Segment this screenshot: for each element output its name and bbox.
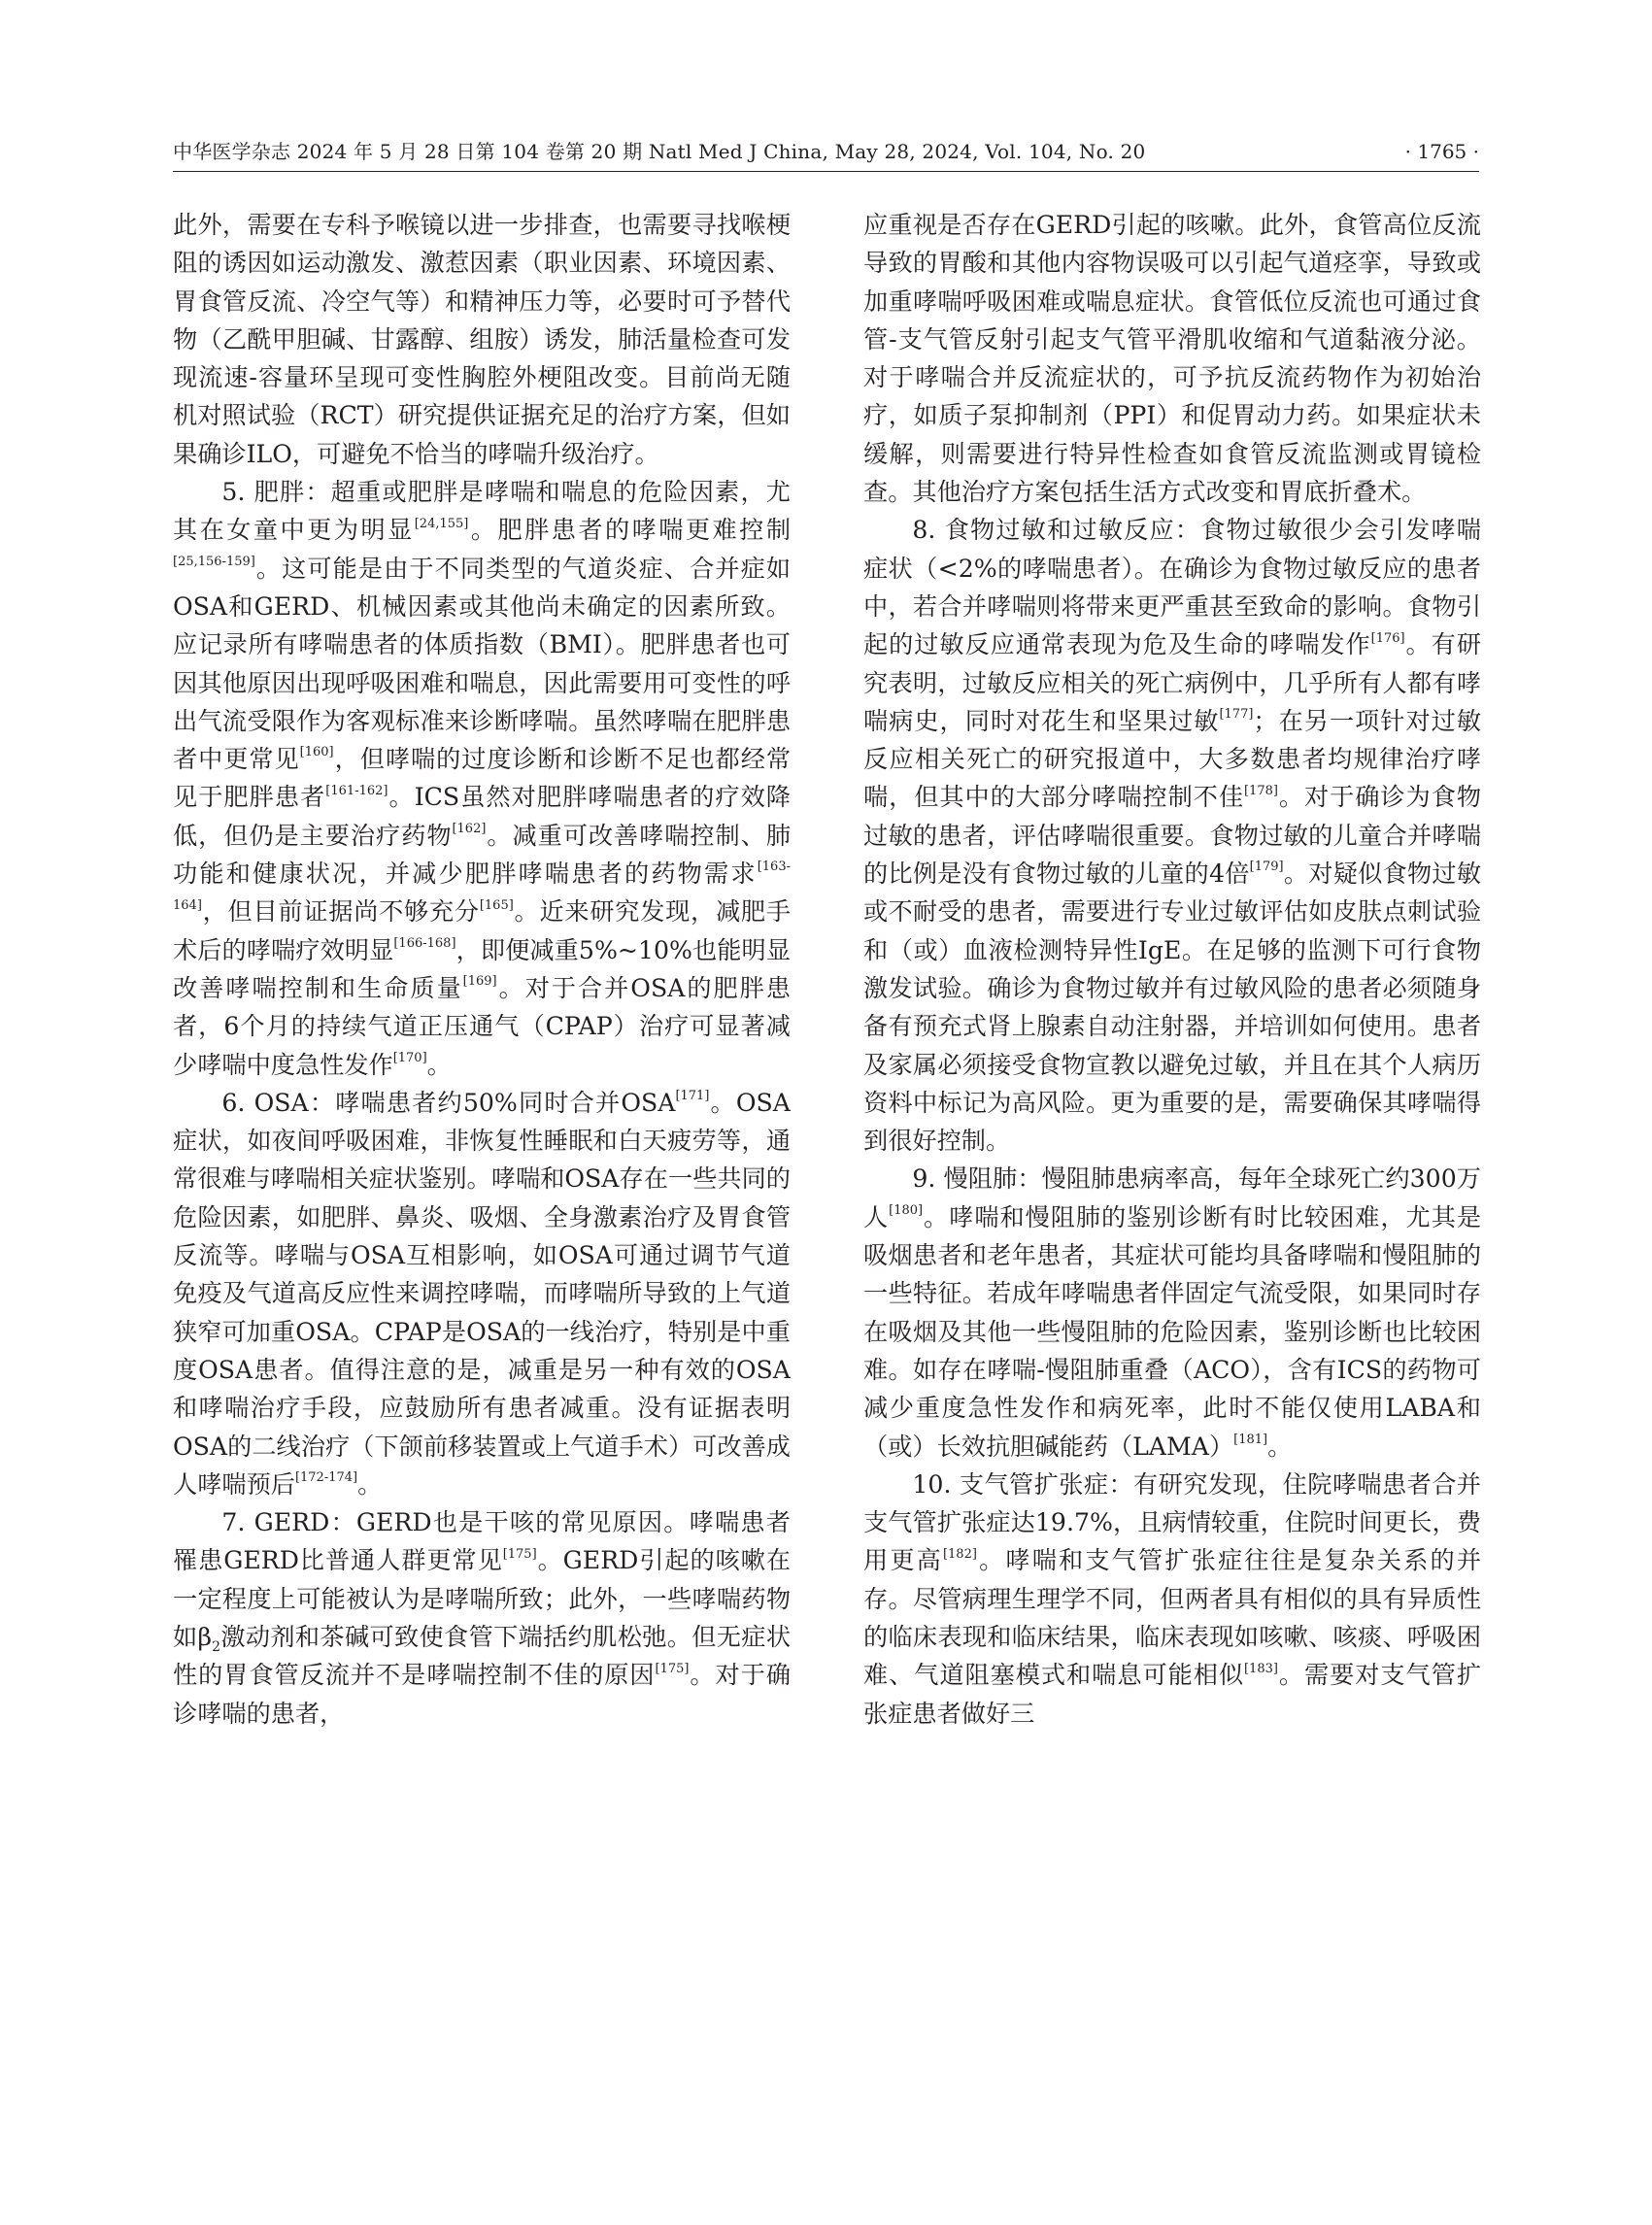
citation-ref: [169] bbox=[462, 974, 497, 990]
citation-ref: [177] bbox=[1219, 707, 1254, 723]
paragraph-obesity: 5. 肥胖：超重或肥胖是哮喘和喘息的危险因素，尤其在女童中更为明显[24,155]。肥胖患者的哮喘更难控制[25,156-159]。这可能是由于不同类型的气道炎症、合并症如OSA和GERD、机械因素或其他尚未确定的因素所致。应记录所有哮喘患者的体质指数（BMI）。肥胖患者也可因其他原因出现呼吸困难和喘息，因此需要用可变性的呼出气流受限作为客观标准来诊断哮喘。虽然哮喘在肥胖患者中更常见[160]，但哮喘的过度诊断和诊断不足也都经常见于肥胖患者[161-162]。ICS虽然对肥胖哮喘患者的疗效降低，但仍是主要治疗药物[162]。减重可改善哮喘控制、肺功能和健康状况，并减少肥胖哮喘患者的药物需求[163-164]，但目前证据尚不够充分[165]。近来研究发现，减肥手术后的哮喘疗效明显[166-168]，即便减重5%~10%也能明显改善哮喘控制和生命质量[169]。对于合并OSA的肥胖患者，6个月的持续气道正压通气（CPAP）治疗可显著减少哮喘中度急性发作[170]。 bbox=[173, 478, 791, 1079]
citation-ref: [166-168] bbox=[393, 935, 456, 951]
paragraph-gerd-continued: 应重视是否存在GERD引起的咳嗽。此外，食管高位反流导致的胃酸和其他内容物误吸可以引起气道痉挛，导致或加重哮喘呼吸困难或喘息症状。食管低位反流也可通过食管-支气管反射引起支气管平滑肌收缩和气道黏液分泌。对于哮喘合并反流症状的，可予抗反流药物作为初始治疗，如质子泵抑制剂（PPI）和促胃动力药。如果症状未缓解，则需要进行特异性检查如食管反流监测或胃镜检查。其他治疗方案包括生活方式改变和胃底折叠术。 bbox=[863, 211, 1481, 507]
citation-ref: [175] bbox=[655, 1661, 690, 1676]
citation-ref: [179] bbox=[1249, 860, 1284, 875]
citation-ref: [182] bbox=[942, 1546, 977, 1562]
citation-ref: [24,155] bbox=[414, 516, 469, 531]
citation-ref: [178] bbox=[1243, 783, 1278, 798]
citation-ref: [183] bbox=[1243, 1661, 1278, 1676]
citation-ref: [160] bbox=[299, 745, 334, 760]
citation-ref: [162] bbox=[452, 822, 487, 837]
header-rule bbox=[173, 171, 1479, 172]
citation-ref: [176] bbox=[1370, 630, 1405, 646]
citation-ref: [170] bbox=[392, 1050, 427, 1065]
citation-ref: [161-162] bbox=[325, 783, 388, 798]
paragraph-osa: 6. OSA：哮喘患者约50%同时合并OSA[171]。OSA症状，如夜间呼吸困难，非恢复性睡眠和白天疲劳等，通常很难与哮喘相关症状鉴别。哮喘和OSA存在一些共同的危险因素，如肥胖、鼻炎、吸烟、全身激素治疗及胃食管反流等。哮喘与OSA互相影响，如OSA可通过调节气道免疫及气道高反应性来调控哮喘，而哮喘所导致的上气道狭窄可加重OSA。CPAP是OSA的一线治疗，特别是中重度OSA患者。值得注意的是，减重是另一种有效的OSA和哮喘治疗手段，应鼓励所有患者减重。没有证据表明OSA的二线治疗（下颌前移装置或上气道手术）可改善成人哮喘预后[172-174]。 bbox=[173, 1088, 791, 1499]
citation-ref: [163-164] bbox=[173, 860, 791, 913]
paragraph-ilo-continued: 此外，需要在专科予喉镜以进一步排查，也需要寻找喉梗阻的诱因如运动激发、激惹因素（职业因素、环境因素、胃食管反流、冷空气等）和精神压力等，必要时可予替代物（乙酰甲胆碱、甘露醇、组胺）诱发，肺活量检查可发现流速-容量环呈现可变性胸腔外梗阻改变。目前尚无随机对照试验（RCT）研究提供证据充足的治疗方案，但如果确诊ILO，可避免不恰当的哮喘升级治疗。 bbox=[173, 211, 791, 468]
right-column bbox=[863, 206, 1481, 2109]
citation-ref: [165] bbox=[479, 897, 514, 913]
journal-citation: 中华医学杂志 2024 年 5 月 28 日第 104 卷第 20 期 Natl Med J China, May 28, 2024, Vol. 104, No. 20 bbox=[173, 140, 1146, 163]
citation-ref: [171] bbox=[675, 1089, 710, 1104]
citation-ref: [25,156-159] bbox=[173, 554, 255, 569]
paragraph-copd: 9. 慢阻肺：慢阻肺患病率高，每年全球死亡约300万人[180]。哮喘和慢阻肺的鉴别诊断有时比较困难，尤其是吸烟患者和老年患者，其症状可能均具备哮喘和慢阻肺的一些特征。若成年哮喘患者伴固定气流受限，如果同时存在吸烟及其他一些慢阻肺的危险因素，鉴别诊断也比较困难。如存在哮喘-慢阻肺重叠（ACO），含有ICS的药物可减少重度急性发作和病死率，此时不能仅使用LABA和（或）长效抗胆碱能药（LAMA）[181]。 bbox=[863, 1164, 1481, 1461]
page-number: · 1765 · bbox=[1404, 140, 1479, 163]
left-column bbox=[173, 206, 791, 2109]
paragraph-bronchiectasis: 10. 支气管扩张症：有研究发现，住院哮喘患者合并支气管扩张症达19.7%，且病情较重，住院时间更长，费用更高[182]。哮喘和支气管扩张症往往是复杂关系的并存。尽管病理生理学不同，但两者具有相似的具有异质性的临床表现和临床结果，临床表现如咳嗽、咳痰、呼吸困难、气道阻塞模式和喘息可能相似[183]。需要对支气管扩张症患者做好三 bbox=[863, 1469, 1481, 1728]
paragraph-gerd: 7. GERD：GERD也是干咳的常见原因。哮喘患者罹患GERD比普通人群更常见[175]。GERD引起的咳嗽在一定程度上可能被认为是哮喘所致；此外，一些哮喘药物如$\beta_2$激动剂和茶碱可致使食管下端括约肌松弛。但无症状性的胃食管反流并不是哮喘控制不佳的原因[175]。对于确诊哮喘的患者， bbox=[173, 1508, 791, 1728]
running-header bbox=[173, 132, 1479, 171]
citation-ref: [172-174] bbox=[294, 1470, 358, 1486]
citation-ref: [181] bbox=[1233, 1432, 1268, 1447]
paragraph-food-allergy: 8. 食物过敏和过敏反应：食物过敏很少会引发哮喘症状（<2%的哮喘患者）。在确诊为食物过敏反应的患者中，若合并哮喘则将带来更严重甚至致命的影响。食物引起的过敏反应通常表现为危及生命的哮喘发作[176]。有研究表明，过敏反应相关的死亡病例中，几乎所有人都有哮喘病史，同时对花生和坚果过敏[177]；在另一项针对过敏反应相关死亡的研究报道中，大多数患者均规律治疗哮喘，但其中的大部分哮喘控制不佳[178]。对于确诊为食物过敏的患者，评估哮喘很重要。食物过敏的儿童合并哮喘的比例是没有食物过敏的儿童的4倍[179]。对疑似食物过敏或不耐受的患者，需要进行专业过敏评估如皮肤点刺试验和（或）血液检测特异性IgE。在足够的监测下可行食物激发试验。确诊为食物过敏并有过敏风险的患者必须随身备有预充式肾上腺素自动注射器，并培训如何使用。患者及家属必须接受食物宣教以避免过敏，并且在其个人病历资料中标记为高风险。更为重要的是，需要确保其哮喘得到很好控制。 bbox=[863, 516, 1481, 1156]
citation-ref: [180] bbox=[889, 1203, 924, 1219]
citation-ref: [175] bbox=[502, 1546, 537, 1562]
